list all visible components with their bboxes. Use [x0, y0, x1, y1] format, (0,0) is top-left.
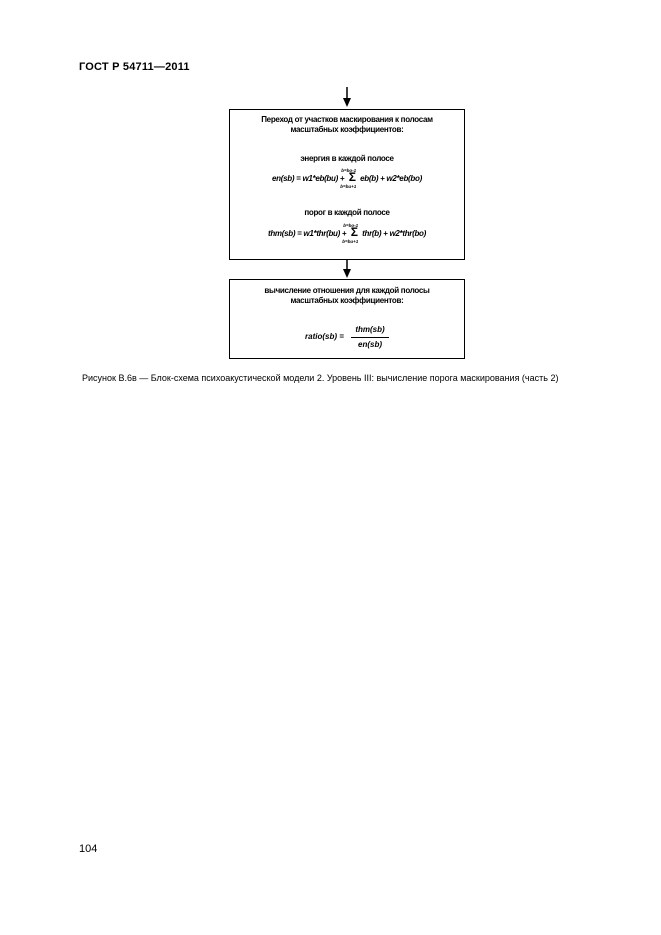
threshold-sum-lower: b=bu+1	[342, 239, 359, 244]
energy-sum-upper: b=bo-1	[341, 168, 357, 173]
box1-title-line2: масштабных коэффициентов:	[290, 125, 404, 134]
arrowhead-middle-icon	[343, 269, 351, 278]
threshold-formula	[230, 223, 464, 244]
figure-caption: Рисунок В.6в — Блок-схема психоакустической модели 2. Уровень III: вычисление порога маскирования (часть 2)	[82, 373, 559, 383]
page-number: 104	[79, 843, 98, 855]
threshold-sum	[342, 223, 360, 244]
document-header: ГОСТ Р 54711—2011	[79, 61, 190, 73]
ratio-numerator: thm(sb)	[355, 325, 385, 334]
ratio-denominator: en(sb)	[358, 340, 382, 349]
energy-formula	[230, 168, 464, 189]
energy-sum-lower: b=bu+1	[340, 184, 357, 189]
sum-icon: Σ	[348, 170, 356, 184]
box2-title-line2: масштабных коэффициентов:	[290, 296, 404, 305]
box1-title-line1: Переход от участков маскирования к полосам	[261, 115, 433, 124]
energy-formula-right: eb(b) + w2*eb(bo)	[360, 174, 422, 183]
threshold-label: порог в каждой полосе	[304, 208, 390, 217]
energy-label: энергия в каждой полосе	[300, 154, 394, 163]
threshold-formula-right: thr(b) + w2*thr(bo)	[362, 229, 427, 238]
threshold-formula-left: thm(sb) = w1*thr(bu) +	[267, 229, 347, 238]
energy-formula-left: en(sb) = w1*eb(bu) +	[272, 174, 345, 183]
energy-sum	[340, 168, 358, 189]
box2-title-line1: вычисление отношения для каждой полосы	[264, 286, 430, 295]
fraction-bar	[351, 337, 389, 338]
arrowhead-top-icon	[343, 98, 351, 107]
threshold-sum-upper: b=bo-1	[343, 223, 359, 228]
flowchart-box-ratio	[229, 279, 465, 359]
sum-icon: Σ	[350, 225, 358, 239]
flowchart-box-scalefactor-bands	[229, 109, 465, 260]
ratio-formula-left: ratio(sb) =	[305, 332, 344, 341]
